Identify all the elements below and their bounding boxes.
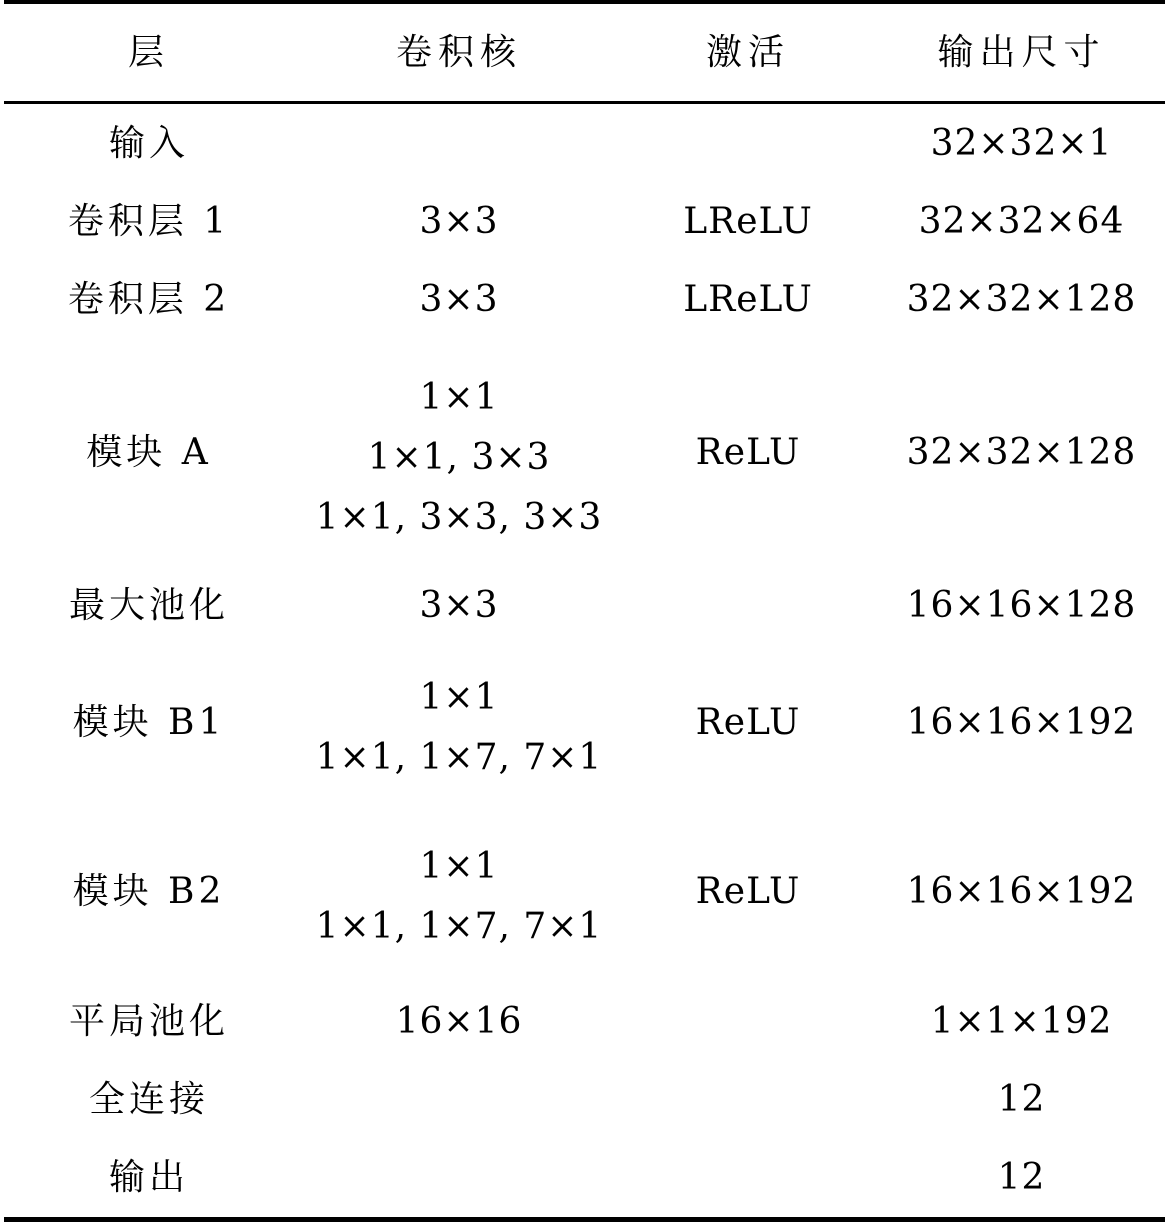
row-activation: LReLU — [683, 201, 813, 242]
row-kernel — [298, 837, 620, 957]
kernel-line: 1×1, 3×3, 3×3 — [315, 497, 603, 538]
row-kernel — [298, 270, 620, 330]
kernel-line: 3×3 — [419, 201, 499, 242]
row-layer: 最大池化 — [68, 585, 229, 626]
header-rule — [4, 101, 1165, 104]
kernel-line: 16×16 — [395, 1001, 523, 1042]
row-layer: 卷积层 2 — [67, 279, 231, 320]
row-output: 32×32×64 — [918, 201, 1125, 242]
header-output-size: 输出尺寸 — [937, 32, 1106, 73]
row-layer: 模块 B2 — [72, 871, 226, 912]
kernel-line: 1×1 — [419, 846, 499, 887]
kernel-line: 1×1, 1×7, 7×1 — [315, 737, 603, 778]
row-output: 12 — [997, 1157, 1046, 1198]
row-kernel — [298, 668, 620, 788]
row-output: 32×32×128 — [906, 279, 1137, 320]
kernel-line: 1×1 — [419, 377, 499, 418]
row-output: 32×32×128 — [906, 432, 1137, 473]
row-output: 1×1×192 — [930, 1001, 1113, 1042]
row-output: 16×16×128 — [906, 585, 1137, 626]
row-layer: 卷积层 1 — [67, 201, 231, 242]
row-kernel — [298, 992, 620, 1052]
row-output: 32×32×1 — [930, 123, 1113, 164]
row-layer: 模块 B1 — [72, 702, 226, 743]
row-activation: ReLU — [695, 702, 801, 743]
kernel-line: 3×3 — [419, 585, 499, 626]
row-kernel — [298, 368, 620, 548]
row-layer: 输出 — [108, 1157, 189, 1198]
row-layer: 输入 — [108, 123, 189, 164]
row-output: 16×16×192 — [906, 702, 1137, 743]
row-kernel — [298, 576, 620, 636]
row-activation: ReLU — [695, 432, 801, 473]
kernel-line: 1×1, 3×3 — [367, 437, 551, 478]
header-kernel: 卷积核 — [395, 32, 522, 73]
row-output: 12 — [997, 1079, 1046, 1120]
row-activation: ReLU — [695, 871, 801, 912]
header-layer: 层 — [127, 32, 170, 73]
row-layer: 全连接 — [88, 1079, 209, 1120]
row-activation: LReLU — [683, 279, 813, 320]
top-rule — [4, 0, 1165, 4]
bottom-rule — [4, 1217, 1165, 1222]
kernel-line: 1×1, 1×7, 7×1 — [315, 906, 603, 947]
kernel-line: 3×3 — [419, 279, 499, 320]
row-output: 16×16×192 — [906, 871, 1137, 912]
row-layer: 平局池化 — [68, 1001, 229, 1042]
row-layer: 模块 A — [86, 432, 212, 473]
kernel-line: 1×1 — [419, 677, 499, 718]
header-activation: 激活 — [705, 32, 790, 73]
row-kernel — [298, 192, 620, 252]
